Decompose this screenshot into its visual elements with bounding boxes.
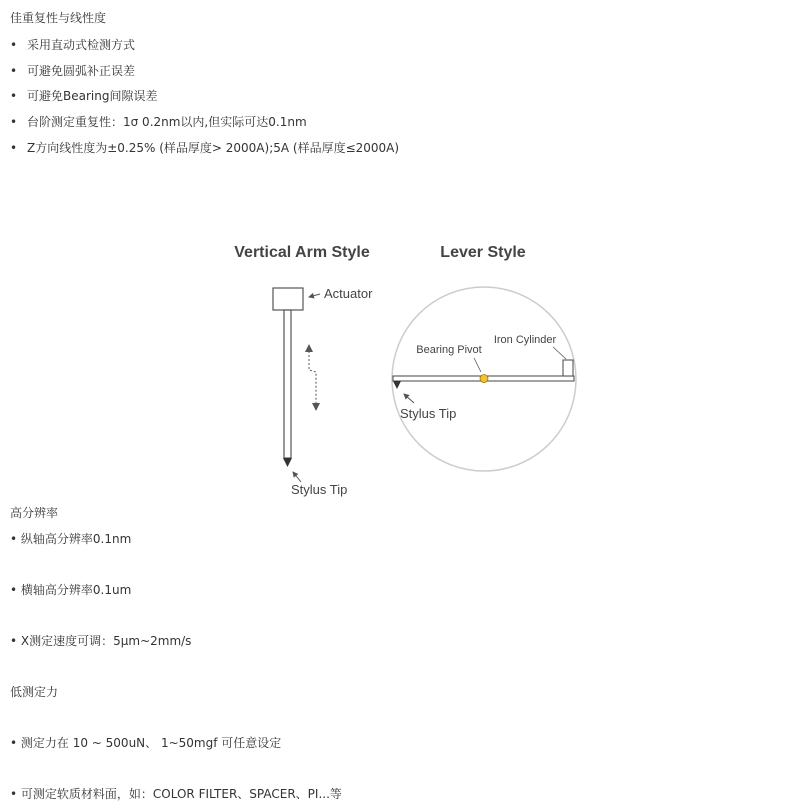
bearing-pivot-label: Bearing Pivot bbox=[416, 344, 482, 356]
list-item-text: Z方向线性度为±0.25% (样品厚度> 2000A);5A (样品厚度≤2000A) bbox=[27, 141, 400, 155]
bullet: • bbox=[10, 64, 18, 78]
section-title-repeatability: 佳重复性与线性度 bbox=[10, 11, 107, 25]
bullet: • bbox=[10, 141, 18, 155]
vertical-arm bbox=[284, 310, 291, 458]
bearing-pivot bbox=[480, 375, 488, 383]
bullet: • bbox=[10, 89, 18, 103]
list-item: • 纵轴高分辨率0.1nm bbox=[10, 532, 132, 546]
iron-cylinder-label: Iron Cylinder bbox=[493, 334, 557, 346]
stylus-tip-label-right: Stylus Tip bbox=[400, 406, 457, 421]
list-item: • 横轴高分辨率0.1um bbox=[10, 583, 132, 597]
list-item-text: 可避免Bearing间隙误差 bbox=[27, 89, 158, 103]
down-arrow-icon bbox=[312, 403, 320, 411]
lever-style-title: Lever Style bbox=[440, 244, 526, 261]
actuator-box bbox=[273, 288, 303, 310]
stylus-tip-label-left: Stylus Tip bbox=[291, 482, 348, 497]
stylus-tip-pointer-left bbox=[293, 472, 301, 482]
bullet: • bbox=[10, 38, 18, 52]
actuator-pointer bbox=[309, 294, 320, 297]
list-item-text: 采用直动式检测方式 bbox=[27, 38, 136, 52]
list-item: • 可测定软质材料面，如：COLOR FILTER、SPACER、PI...等 bbox=[10, 787, 342, 801]
list-item: • X测定速度可调：5μm~2mm/s bbox=[10, 634, 192, 648]
bullet: • bbox=[10, 115, 18, 129]
motion-path bbox=[309, 347, 316, 408]
list-item: • 测定力在 10 ~ 500uN、 1~50mgf 可任意设定 bbox=[10, 736, 282, 750]
section-title-resolution: 高分辨率 bbox=[10, 506, 59, 520]
iron-cylinder bbox=[563, 360, 573, 376]
actuator-label: Actuator bbox=[324, 286, 373, 301]
up-arrow-icon bbox=[305, 344, 313, 352]
list-item-text: 可避免圆弧补正误差 bbox=[27, 64, 136, 78]
stylus-tip-left bbox=[283, 458, 292, 467]
vertical-arm-title: Vertical Arm Style bbox=[234, 244, 370, 261]
section-title-low-force: 低测定力 bbox=[10, 685, 59, 699]
list-item-text: 台阶测定重复性：1σ 0.2nm以内,但实际可达0.1nm bbox=[27, 115, 307, 129]
